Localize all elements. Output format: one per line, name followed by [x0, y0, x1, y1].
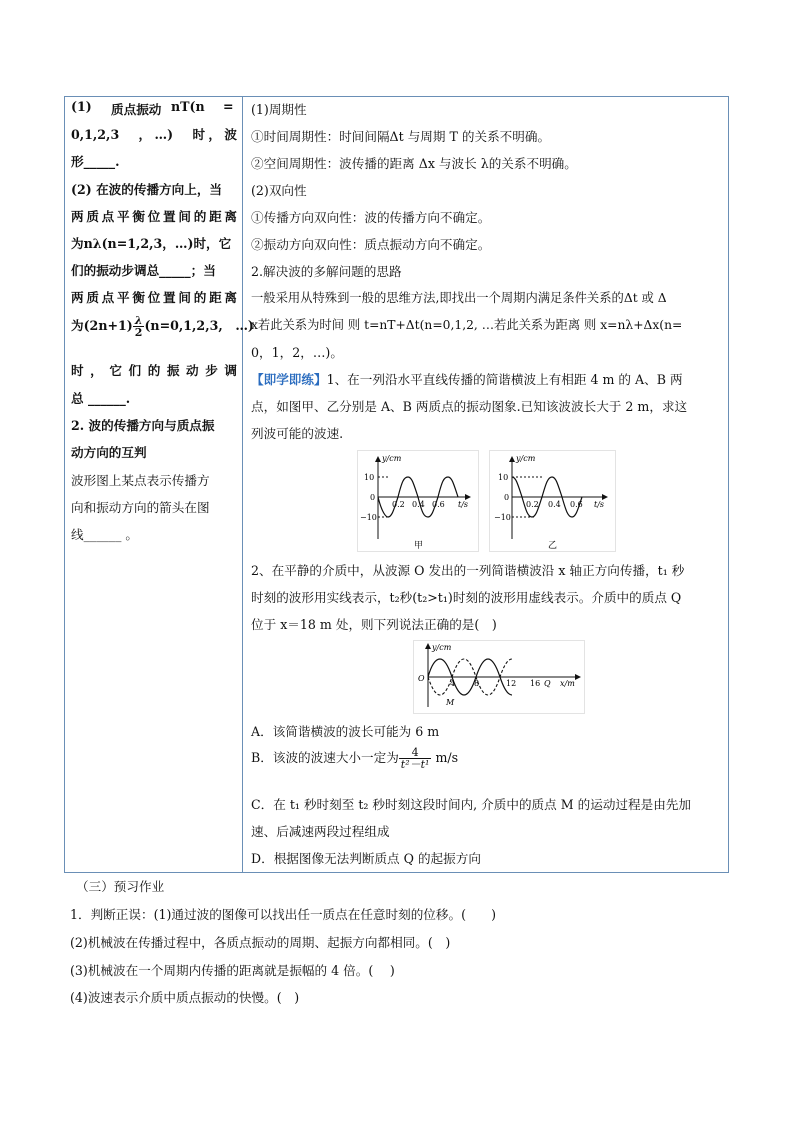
right-line-11: 【即学即练】1、在一列沿水平直线传播的简谐横波上有相距 4 m 的 A、B 两 — [251, 372, 683, 387]
left-line-11: 总 ______. — [71, 391, 131, 406]
svg-text:y/cm: y/cm — [516, 454, 536, 463]
svg-text:M: M — [446, 698, 455, 707]
right-line-10: 0，1，2，…)。 — [251, 345, 343, 360]
left-line-15: 向和振动方向的箭头在图 — [71, 500, 210, 515]
left-line-14: 波形图上某点表示传播方 — [71, 473, 210, 488]
svg-text:乙: 乙 — [548, 541, 558, 551]
right-line-13: 列波可能的波速. — [251, 426, 344, 441]
left-line-3: 形_____. — [71, 154, 120, 169]
left-line-6: 为nλ(n=1,2,3，…)时，它 — [71, 236, 232, 251]
right-line-3: ②空间周期性：波传播的距离 Δx 与波长 λ的关系不明确。 — [251, 156, 577, 171]
left-line-13: 动方向的互判 — [71, 445, 147, 460]
left-line-5: 两质点平衡位置间的距离 — [71, 209, 237, 224]
left-line-9: 为(2n+1) $\frac{\lambda}{2}$ (n=0,1,2,3, …) — [71, 314, 254, 339]
svg-text:t/s: t/s — [594, 500, 605, 509]
right-line-4: (2)双向性 — [251, 183, 307, 198]
svg-text:x/m: x/m — [560, 679, 575, 688]
svg-text:10: 10 — [498, 473, 509, 482]
option-b: B．该波的波速大小一定为 $\frac{4}{\text{t²－t¹}}$ m/s — [251, 746, 459, 771]
right-line-6: ②振动方向双向性：质点振动方向不确定。 — [251, 237, 491, 252]
practice-tag: 【即学即练】 — [251, 372, 327, 387]
svg-text:10: 10 — [364, 473, 375, 482]
right-line-15: 时刻的波形用实线表示，t₂秒(t₂>t₁)时刻的波形用虚线表示。介质中的质点 Q — [251, 590, 682, 605]
left-line-8: 两质点平衡位置间的距离 — [71, 290, 237, 305]
svg-text:8: 8 — [474, 679, 480, 688]
svg-text:−10: −10 — [360, 513, 377, 522]
svg-text:0.6: 0.6 — [570, 500, 583, 509]
option-d: D．根据图像无法判断质点 Q 的起振方向 — [251, 851, 481, 866]
svg-text:Q: Q — [544, 679, 551, 688]
left-line-4: (2) 在波的传播方向上，当 — [71, 182, 223, 197]
right-line-7: 2.解决波的多解问题的思路 — [251, 264, 402, 279]
right-line-14: 2、在平静的介质中，从波源 O 发出的一列简谐横波沿 x 轴正方向传播，t₁ 秒 — [251, 563, 685, 578]
svg-text:0.2: 0.2 — [526, 500, 539, 509]
right-line-1: (1)周期性 — [251, 102, 307, 117]
svg-text:12: 12 — [506, 679, 517, 688]
svg-text:t/s: t/s — [458, 500, 469, 509]
left-line-16: 线______ 。 — [71, 527, 138, 542]
svg-text:甲: 甲 — [414, 541, 424, 551]
svg-text:0: 0 — [370, 493, 376, 502]
knowledge-table — [64, 96, 729, 873]
option-c-line-1: C．在 t₁ 秒时刻至 t₂ 秒时刻这段时间内, 介质中的质点 M 的运动过程是由先加 — [251, 797, 691, 812]
left-line-7: 们的振动步调总_____；当 — [71, 263, 216, 278]
lambda-over-two: $\frac{\lambda}{2}$ — [134, 314, 143, 339]
left-line-10: 时，它们的振动步调 — [71, 363, 237, 378]
svg-text:0.6: 0.6 — [432, 500, 445, 509]
option-a: A．该简谐横波的波长可能为 6 m — [251, 724, 440, 739]
right-line-5: ①传播方向双向性：波的传播方向不确定。 — [251, 210, 491, 225]
option-c-line-2: 速、后减速两段过程组成 — [251, 824, 390, 839]
homework-item-1: 1．判断正误：(1)通过波的图像可以找出任一质点在任意时刻的位移。( ) — [70, 907, 497, 922]
vibration-graph-b-svg — [490, 451, 615, 551]
left-line-2: 0,1,2,3 ，…) 时，波 — [71, 127, 237, 142]
left-line-12: 2. 波的传播方向与质点振 — [71, 418, 215, 433]
svg-text:−10: −10 — [494, 513, 511, 522]
speed-fraction: $\frac{4}{\text{t²－t¹}}$ — [400, 746, 430, 771]
wave-graph — [413, 640, 585, 714]
homework-item-2: (2)机械波在传播过程中，各质点振动的周期、起振方向都相同。( ) — [70, 935, 451, 950]
svg-text:0.4: 0.4 — [548, 500, 561, 509]
left-line-1: (1) 质点振动 nT(n = — [71, 99, 234, 117]
right-line-2: ①时间周期性：时间间隔Δt 与周期 T 的关系不明确。 — [251, 129, 551, 144]
wave-graph-svg — [414, 641, 584, 713]
homework-heading: （三）预习作业 — [76, 879, 165, 894]
right-line-8: 一般采用从特殊到一般的思维方法,即找出一个周期内满足条件关系的Δt 或 Δ — [251, 291, 667, 305]
svg-text:0.2: 0.2 — [392, 500, 405, 509]
svg-text:y/cm: y/cm — [382, 454, 402, 463]
vibration-graph-b — [489, 450, 616, 552]
vibration-graph-a — [357, 450, 479, 552]
right-line-12: 点，如图甲、乙分别是 A、B 两质点的振动图象.已知该波波长大于 2 m，求这 — [251, 399, 688, 414]
homework-item-3: (3)机械波在一个周期内传播的距离就是振幅的 4 倍。( ) — [70, 963, 395, 978]
right-line-16: 位于 x＝18 m 处，则下列说法正确的是( ) — [251, 617, 497, 632]
column-divider — [242, 97, 243, 872]
vibration-graph-a-svg — [358, 451, 478, 551]
svg-text:0: 0 — [504, 493, 510, 502]
right-line-9: x若此关系为时间 则 t=nT+Δt(n=0,1,2, …若此关系为距离 则 x=nλ+Δx(n= — [251, 318, 683, 332]
svg-text:16: 16 — [530, 679, 541, 688]
homework-item-4: (4)波速表示介质中质点振动的快慢。( ) — [70, 990, 300, 1005]
svg-text:O: O — [418, 674, 425, 683]
svg-text:y/cm: y/cm — [432, 643, 452, 652]
svg-text:0.4: 0.4 — [412, 500, 425, 509]
svg-text:4: 4 — [450, 679, 456, 688]
